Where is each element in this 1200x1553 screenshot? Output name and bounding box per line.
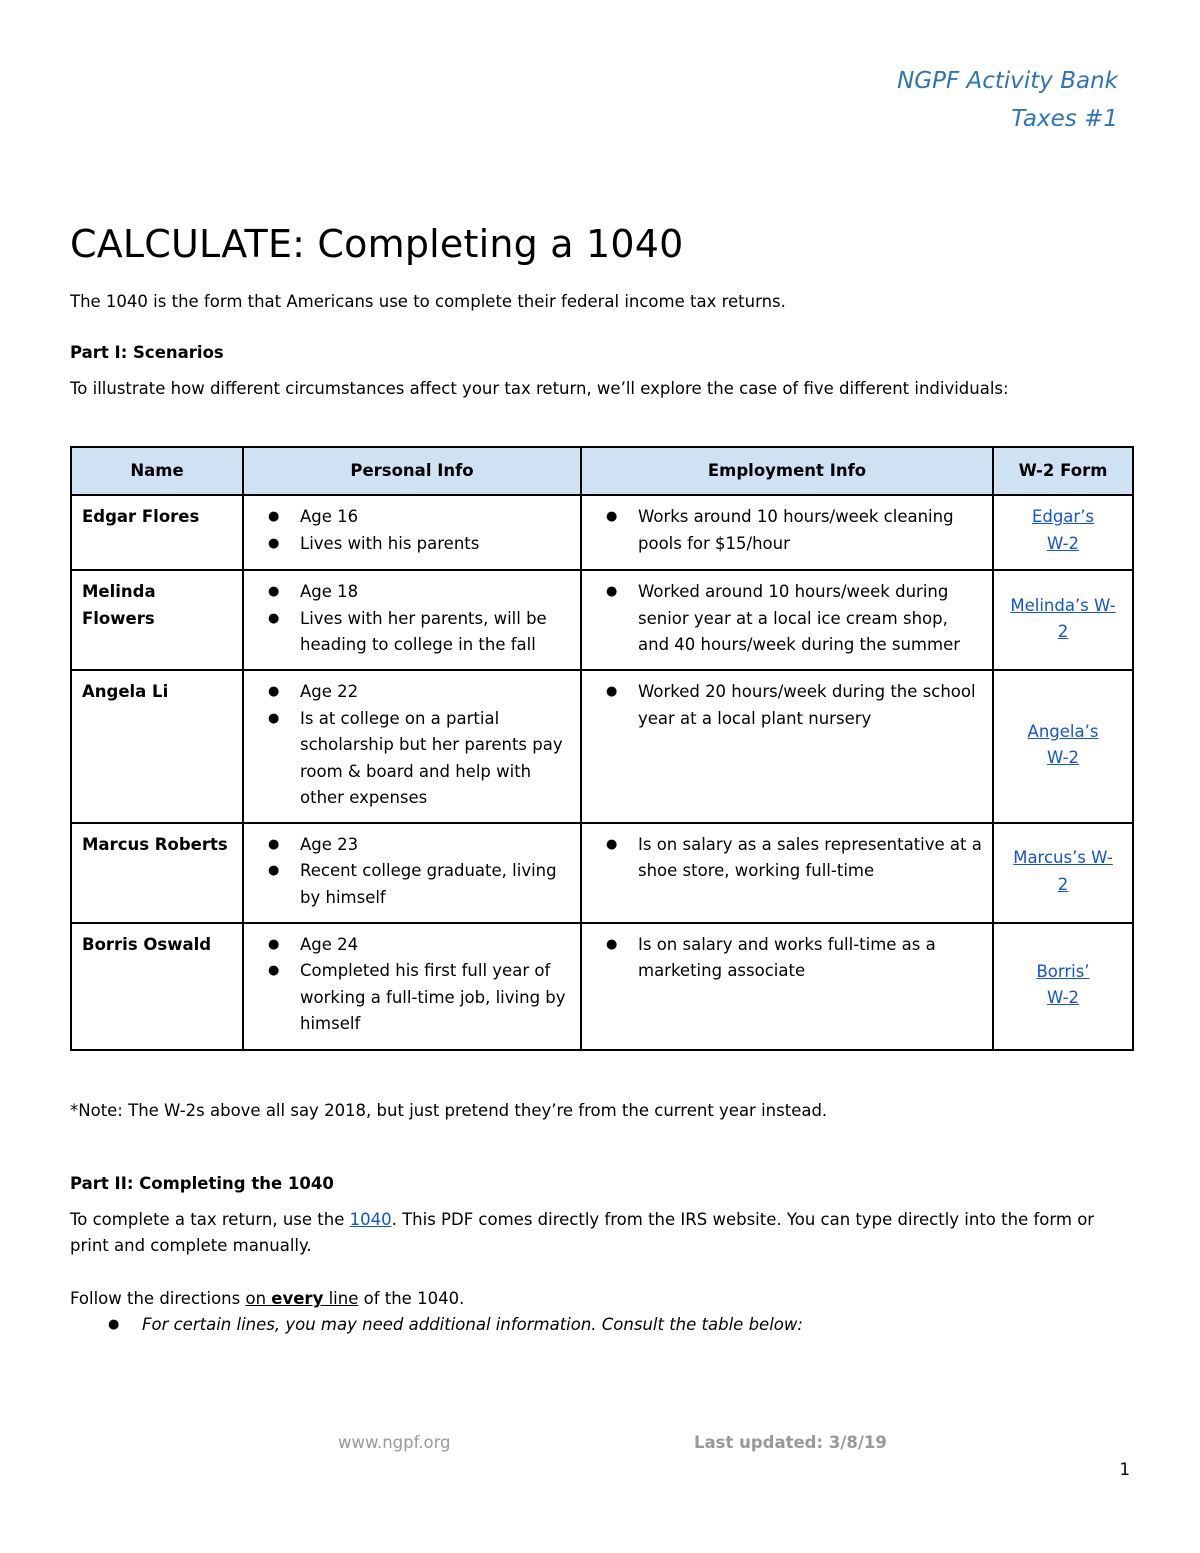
page-title: CALCULATE: Completing a 1040: [70, 222, 684, 266]
col-header-name: Name: [71, 447, 243, 495]
part2-text-before: To complete a tax return, use the: [70, 1210, 350, 1229]
w2-link-text: W-2: [1046, 988, 1080, 1007]
w2-link-text: Melinda’s W-: [1010, 595, 1116, 615]
w2-link-text: Borris’: [1036, 961, 1090, 981]
bullet-text: For certain lines, you may need additional information. Consult the table below:: [142, 1315, 803, 1334]
list-item: ● Is on salary as a sales representative at a shoe store, working full-time: [592, 832, 982, 885]
table-row: [71, 923, 1133, 1050]
w2-cell: [993, 570, 1133, 670]
person-name: Borris Oswald: [71, 923, 243, 1050]
list-item: ● Worked 20 hours/week during the school year at a local plant nursery: [592, 679, 982, 732]
col-header-w2: W-2 Form: [993, 447, 1133, 495]
w2-link-text: 2: [1057, 874, 1069, 894]
personal-info-cell: [243, 923, 581, 1050]
table-row: [71, 823, 1133, 923]
w2-link-melinda[interactable]: [1010, 596, 1115, 642]
w2-link-edgar[interactable]: [1032, 507, 1094, 553]
follow-underline-every: every: [271, 1289, 324, 1308]
list-item: ● Age 16: [254, 504, 570, 531]
bullet-icon: ●: [108, 1317, 120, 1332]
w2-link-marcus[interactable]: [1013, 848, 1113, 894]
follow-underline-2: line: [323, 1289, 359, 1308]
follow-directions: [70, 1286, 464, 1312]
w2-cell: [993, 823, 1133, 923]
person-name: Melinda Flowers: [71, 570, 243, 670]
col-header-personal: Personal Info: [243, 447, 581, 495]
page-number: 1: [1119, 1460, 1130, 1479]
employment-info-cell: [581, 495, 993, 570]
table-row: [71, 670, 1133, 823]
list-item: ● Age 24: [254, 932, 570, 959]
list-item: ● Is on salary and works full-time as a marketing associate: [592, 932, 982, 985]
part1-intro: To illustrate how different circumstances affect your tax return, we’ll explore the case of five different individuals:: [70, 379, 1009, 398]
follow-underline-1: on: [245, 1289, 272, 1308]
part1-heading: Part I: Scenarios: [70, 343, 224, 362]
col-header-employment: Employment Info: [581, 447, 993, 495]
list-item: ● Lives with her parents, will be heading to college in the fall: [254, 606, 570, 659]
employment-info-cell: [581, 923, 993, 1050]
list-item: ● Age 22: [254, 679, 570, 706]
table-row: [71, 570, 1133, 670]
w2-link-text: Edgar’s: [1031, 507, 1095, 526]
w2-link-borris[interactable]: [1036, 962, 1089, 1008]
w2-cell: [993, 923, 1133, 1050]
person-name: Edgar Flores: [71, 495, 243, 570]
scenarios-table: [70, 446, 1134, 1051]
intro-paragraph: The 1040 is the form that Americans use to complete their federal income tax returns.: [70, 292, 786, 311]
table-row: [71, 495, 1133, 570]
form-1040-link[interactable]: 1040: [349, 1210, 392, 1229]
person-name: Angela Li: [71, 670, 243, 823]
w2-link-text: Marcus’s W-: [1013, 848, 1113, 867]
w2-cell: [993, 670, 1133, 823]
w2-link-text: Angela’s: [1027, 721, 1099, 741]
personal-info-cell: [243, 495, 581, 570]
follow-text-a: Follow the directions: [70, 1289, 246, 1308]
list-item: ● Age 23: [254, 832, 570, 859]
page-header: [897, 62, 1118, 138]
footer-website: www.ngpf.org: [338, 1433, 451, 1452]
note-text: *Note: The W-2s above all say 2018, but just pretend they’re from the current year instead.: [70, 1101, 828, 1120]
header-line-1: NGPF Activity Bank: [897, 68, 1118, 94]
w2-link-text: W-2: [1046, 533, 1080, 553]
part2-paragraph: [70, 1207, 1130, 1259]
personal-info-cell: [243, 823, 581, 923]
follow-text-b: of the 1040.: [358, 1289, 465, 1308]
personal-info-cell: [243, 570, 581, 670]
w2-cell: [993, 495, 1133, 570]
list-item: ● Age 18: [254, 579, 570, 606]
employment-info-cell: [581, 823, 993, 923]
part2-heading: Part II: Completing the 1040: [70, 1174, 334, 1193]
w2-link-angela[interactable]: [1028, 722, 1099, 768]
list-item: ● Recent college graduate, living by himself: [254, 858, 570, 911]
list-item: ● Is at college on a partial scholarship but her parents pay room & board and help with other expenses: [254, 706, 570, 812]
w2-link-text: W-2: [1046, 748, 1080, 768]
instruction-bullet: [110, 1312, 803, 1338]
employment-info-cell: [581, 570, 993, 670]
personal-info-cell: [243, 670, 581, 823]
table-header-row: [71, 447, 1133, 495]
employment-info-cell: [581, 670, 993, 823]
list-item: ● Worked around 10 hours/week during senior year at a local ice cream shop, and 40 hours/week during the summer: [592, 579, 982, 659]
footer-updated: Last updated: 3/8/19: [694, 1433, 887, 1452]
list-item: ● Completed his first full year of working a full-time job, living by himself: [254, 958, 570, 1038]
person-name: Marcus Roberts: [71, 823, 243, 923]
header-line-2: Taxes #1: [1011, 106, 1118, 132]
part2-text-after: . This PDF comes directly from the IRS website. You can type directly into the form or print and complete manually.: [70, 1210, 1095, 1255]
w2-link-text: 2: [1057, 622, 1069, 641]
list-item: ● Works around 10 hours/week cleaning pools for $15/hour: [592, 504, 982, 557]
list-item: ● Lives with his parents: [254, 531, 570, 558]
